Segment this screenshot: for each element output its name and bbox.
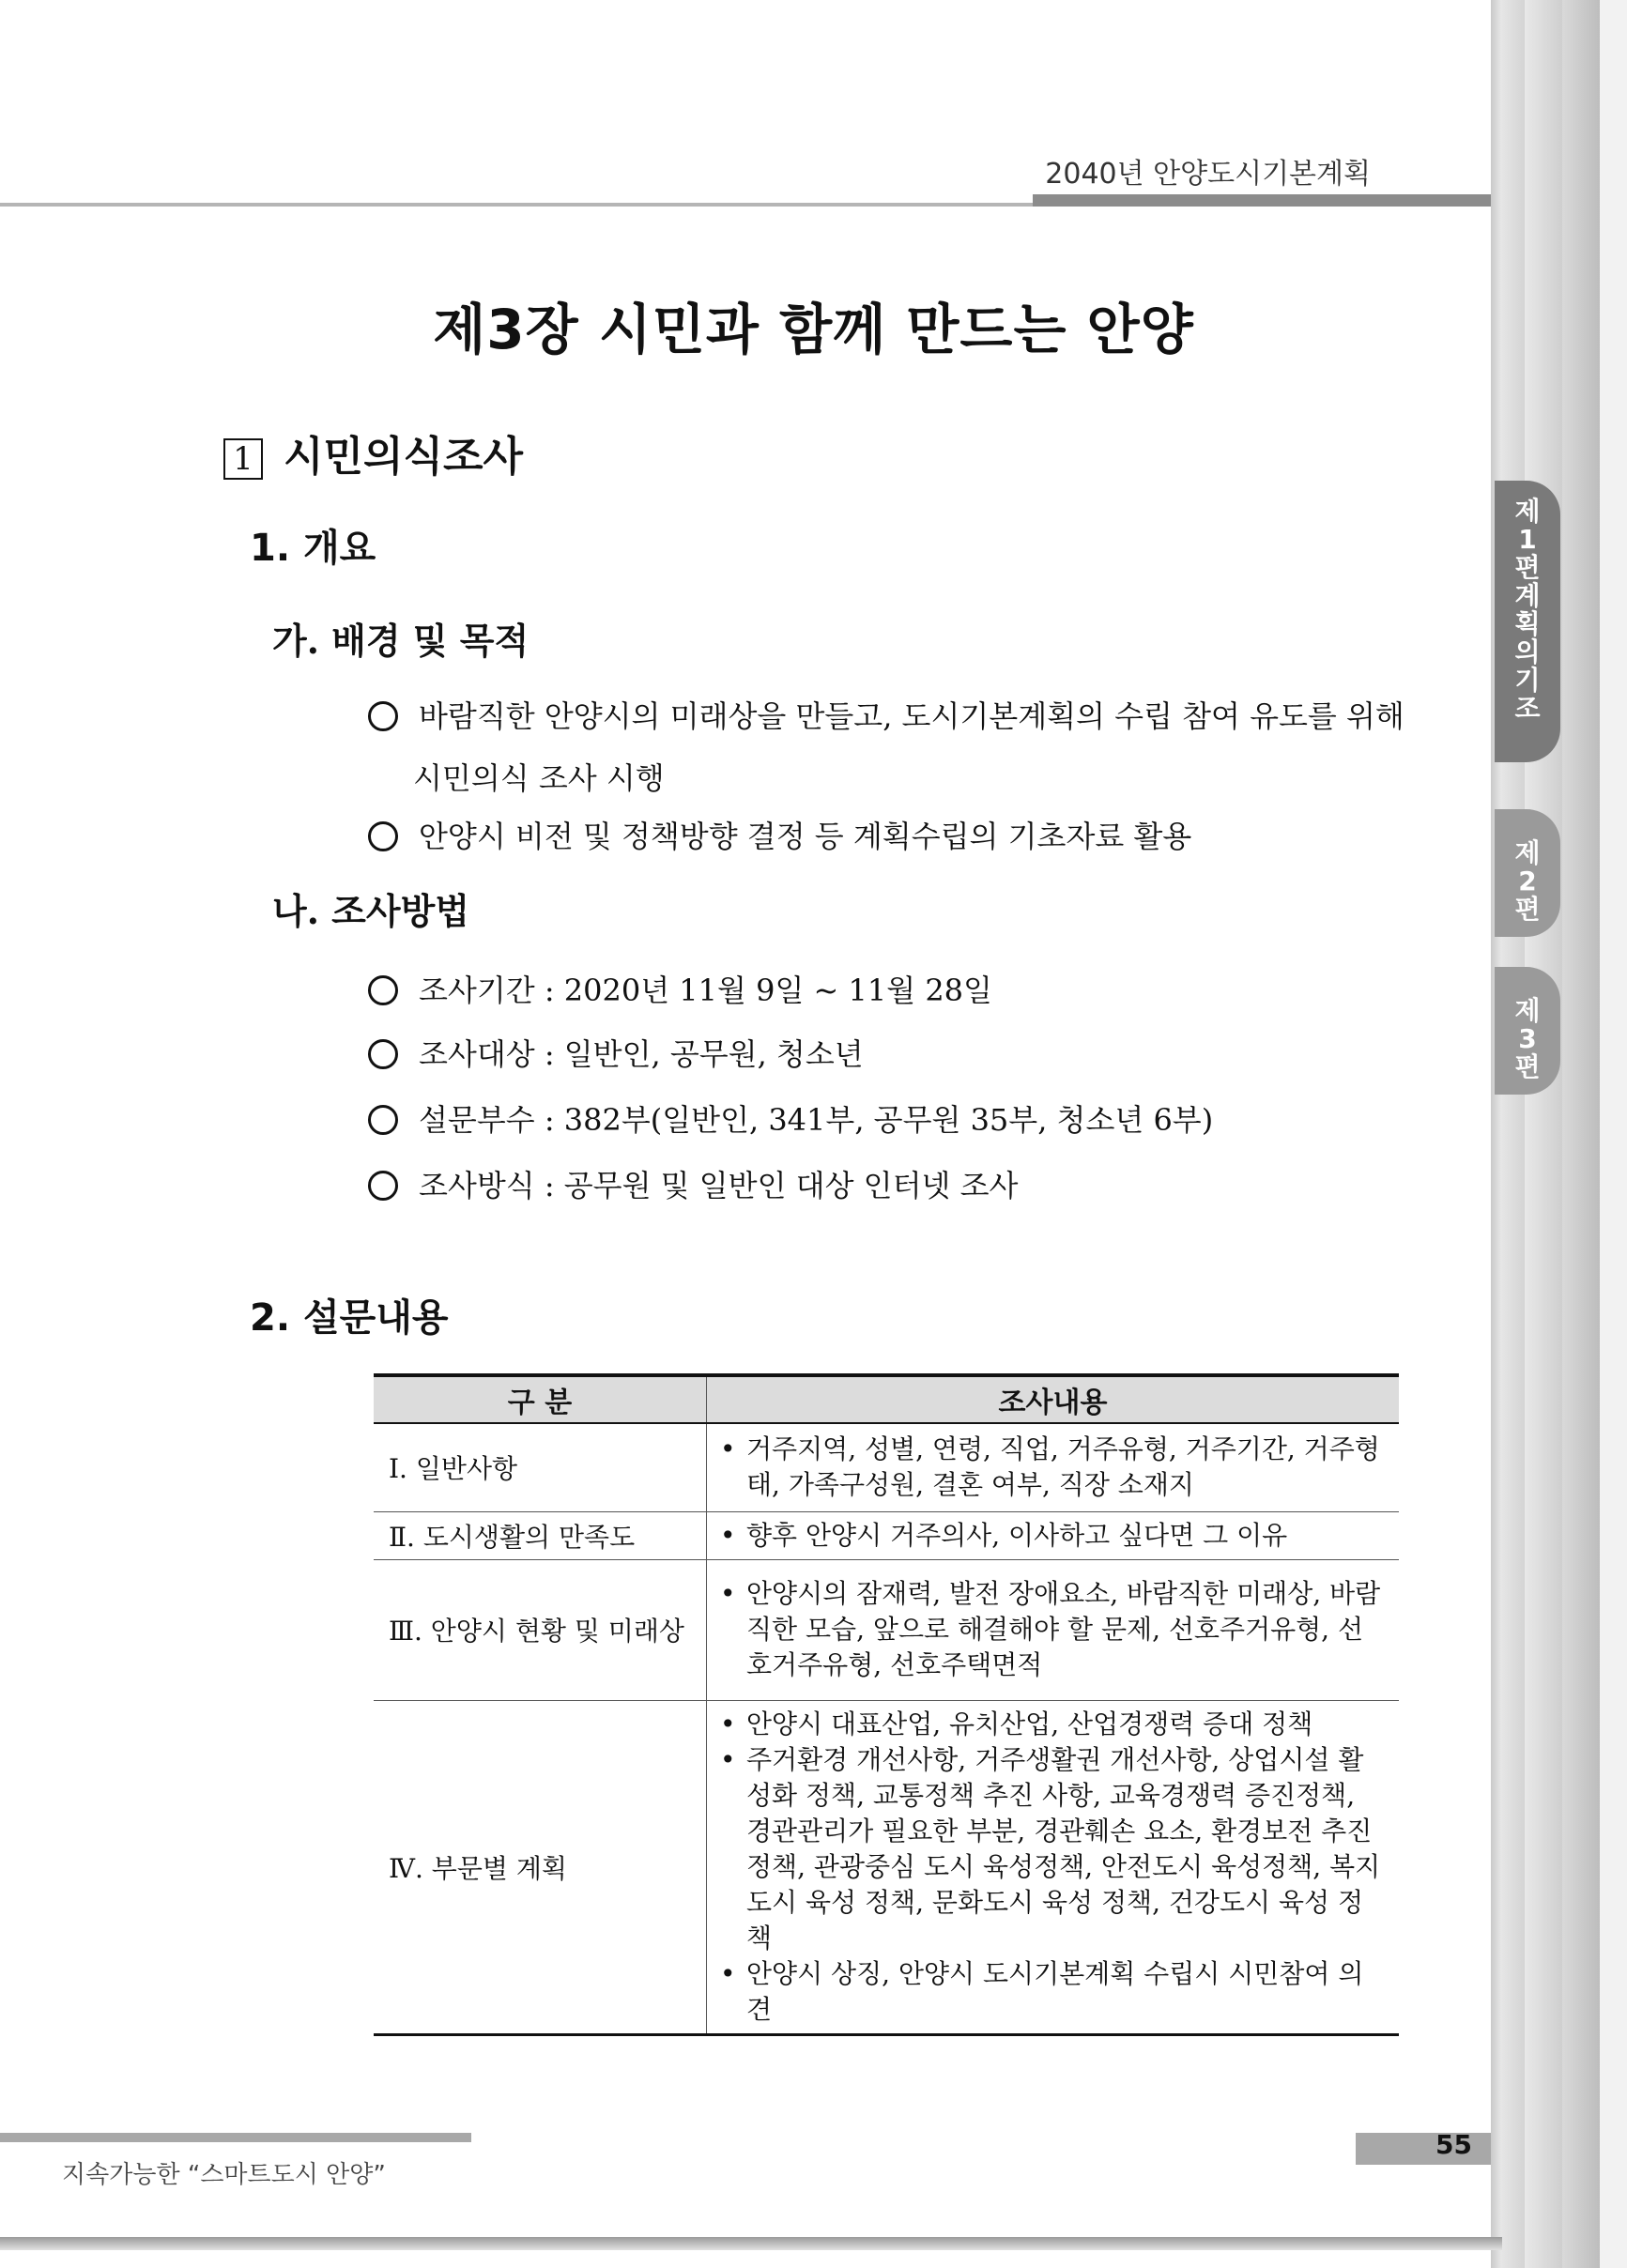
tab-part-2[interactable]: 제 2 편	[1495, 809, 1560, 937]
bullet-item: 안양시 비전 및 정책방향 결정 등 계획수립의 기초자료 활용	[368, 809, 1191, 864]
footer-slogan: 지속가능한 “스마트도시 안양”	[62, 2161, 386, 2189]
table-row	[374, 1423, 1399, 1511]
heading-survey: 2. 설문내용	[250, 1296, 449, 1340]
table-cell-category: Ⅰ. 일반사항	[374, 1423, 707, 1511]
header-rule	[0, 203, 1033, 207]
heading-background: 가. 배경 및 목적	[272, 620, 530, 662]
list-item: • 거주지역, 성별, 연령, 직업, 거주유형, 거주기간, 거주형태, 가족구성원, 결혼 여부, 직장 소재지	[720, 1433, 1380, 1501]
section-number-box: 1	[223, 438, 263, 480]
bullet-item: 바람직한 안양시의 미래상을 만들고, 도시기본계획의 수립 참여 유도를 위해	[368, 689, 1404, 743]
table-cell-category: Ⅳ. 부문별 계획	[374, 1700, 707, 2034]
circle-bullet-icon	[368, 1171, 398, 1201]
table-cell-content	[707, 1559, 1400, 1700]
chapter-title: 제3장 시민과 함께 만드는 안양	[433, 298, 1194, 361]
bullet-item: 조사방식 : 공무원 및 일반인 대상 인터넷 조사	[368, 1158, 1018, 1213]
bullet-item: 조사대상 : 일반인, 공무원, 청소년	[368, 1027, 864, 1081]
list-item: • 향후 안양시 거주의사, 이사하고 싶다면 그 이유	[720, 1519, 1288, 1551]
table-cell-category: Ⅱ. 도시생활의 만족도	[374, 1511, 707, 1559]
circle-bullet-icon	[368, 821, 398, 851]
list-item: • 주거환경 개선사항, 거주생활권 개선사항, 상업시설 활성화 정책, 교통정책 추진 사항, 교육경쟁력 증진정책, 경관관리가 필요한 부분, 경관훼손 요소, 환경보전 추진 정책, 관광중심 도시 육성정책, 안전도시 육성정책, 복지도시 육성 정책, 문화도시 육성 정책, 건강도시 육성 정책	[720, 1743, 1381, 1954]
table-cell-content	[707, 1511, 1400, 1559]
list-item: • 안양시 대표산업, 유치산업, 산업경쟁력 증대 정책	[720, 1708, 1313, 1739]
heading-method: 나. 조사방법	[272, 890, 469, 932]
table-cell-content	[707, 1700, 1400, 2034]
column-header: 구 분	[374, 1375, 707, 1423]
survey-table	[374, 1373, 1399, 2036]
table-row	[374, 1700, 1399, 2034]
header-rule-accent	[1033, 194, 1491, 207]
table-row	[374, 1559, 1399, 1700]
table-cell-category: Ⅲ. 안양시 현황 및 미래상	[374, 1559, 707, 1700]
section-title: 시민의식조사	[284, 433, 524, 481]
tab-part-3[interactable]: 제 3 편	[1495, 967, 1560, 1095]
heading-overview: 1. 개요	[250, 527, 376, 570]
list-item: • 안양시 상징, 안양시 도시기본계획 수립시 시민참여 의견	[720, 1957, 1364, 2025]
page-shadow	[0, 2237, 1502, 2250]
section-heading	[223, 422, 523, 483]
page-number: 55	[1435, 2129, 1472, 2160]
table-cell-content	[707, 1423, 1400, 1511]
column-header: 조사내용	[707, 1375, 1400, 1423]
bullet-item: 조사기간 : 2020년 11월 9일 ~ 11월 28일	[368, 963, 992, 1018]
bullet-continuation: 시민의식 조사 시행	[413, 760, 665, 796]
list-item: • 안양시의 잠재력, 발전 장애요소, 바람직한 미래상, 바람직한 모습, 앞으로 해결해야 할 문제, 선호주거유형, 선호거주유형, 선호주택면적	[720, 1578, 1381, 1680]
tab-part-1[interactable]: 제 1 편 계 획 의 기 조	[1495, 481, 1560, 762]
footer-rule	[0, 2133, 471, 2142]
circle-bullet-icon	[368, 701, 398, 731]
circle-bullet-icon	[368, 975, 398, 1005]
table-header-row	[374, 1375, 1399, 1423]
running-header: 2040년 안양도시기본계획	[1045, 158, 1371, 191]
circle-bullet-icon	[368, 1105, 398, 1135]
circle-bullet-icon	[368, 1039, 398, 1069]
table-row	[374, 1511, 1399, 1559]
bullet-item: 설문부수 : 382부(일반인, 341부, 공무원 35부, 청소년 6부)	[368, 1093, 1213, 1147]
